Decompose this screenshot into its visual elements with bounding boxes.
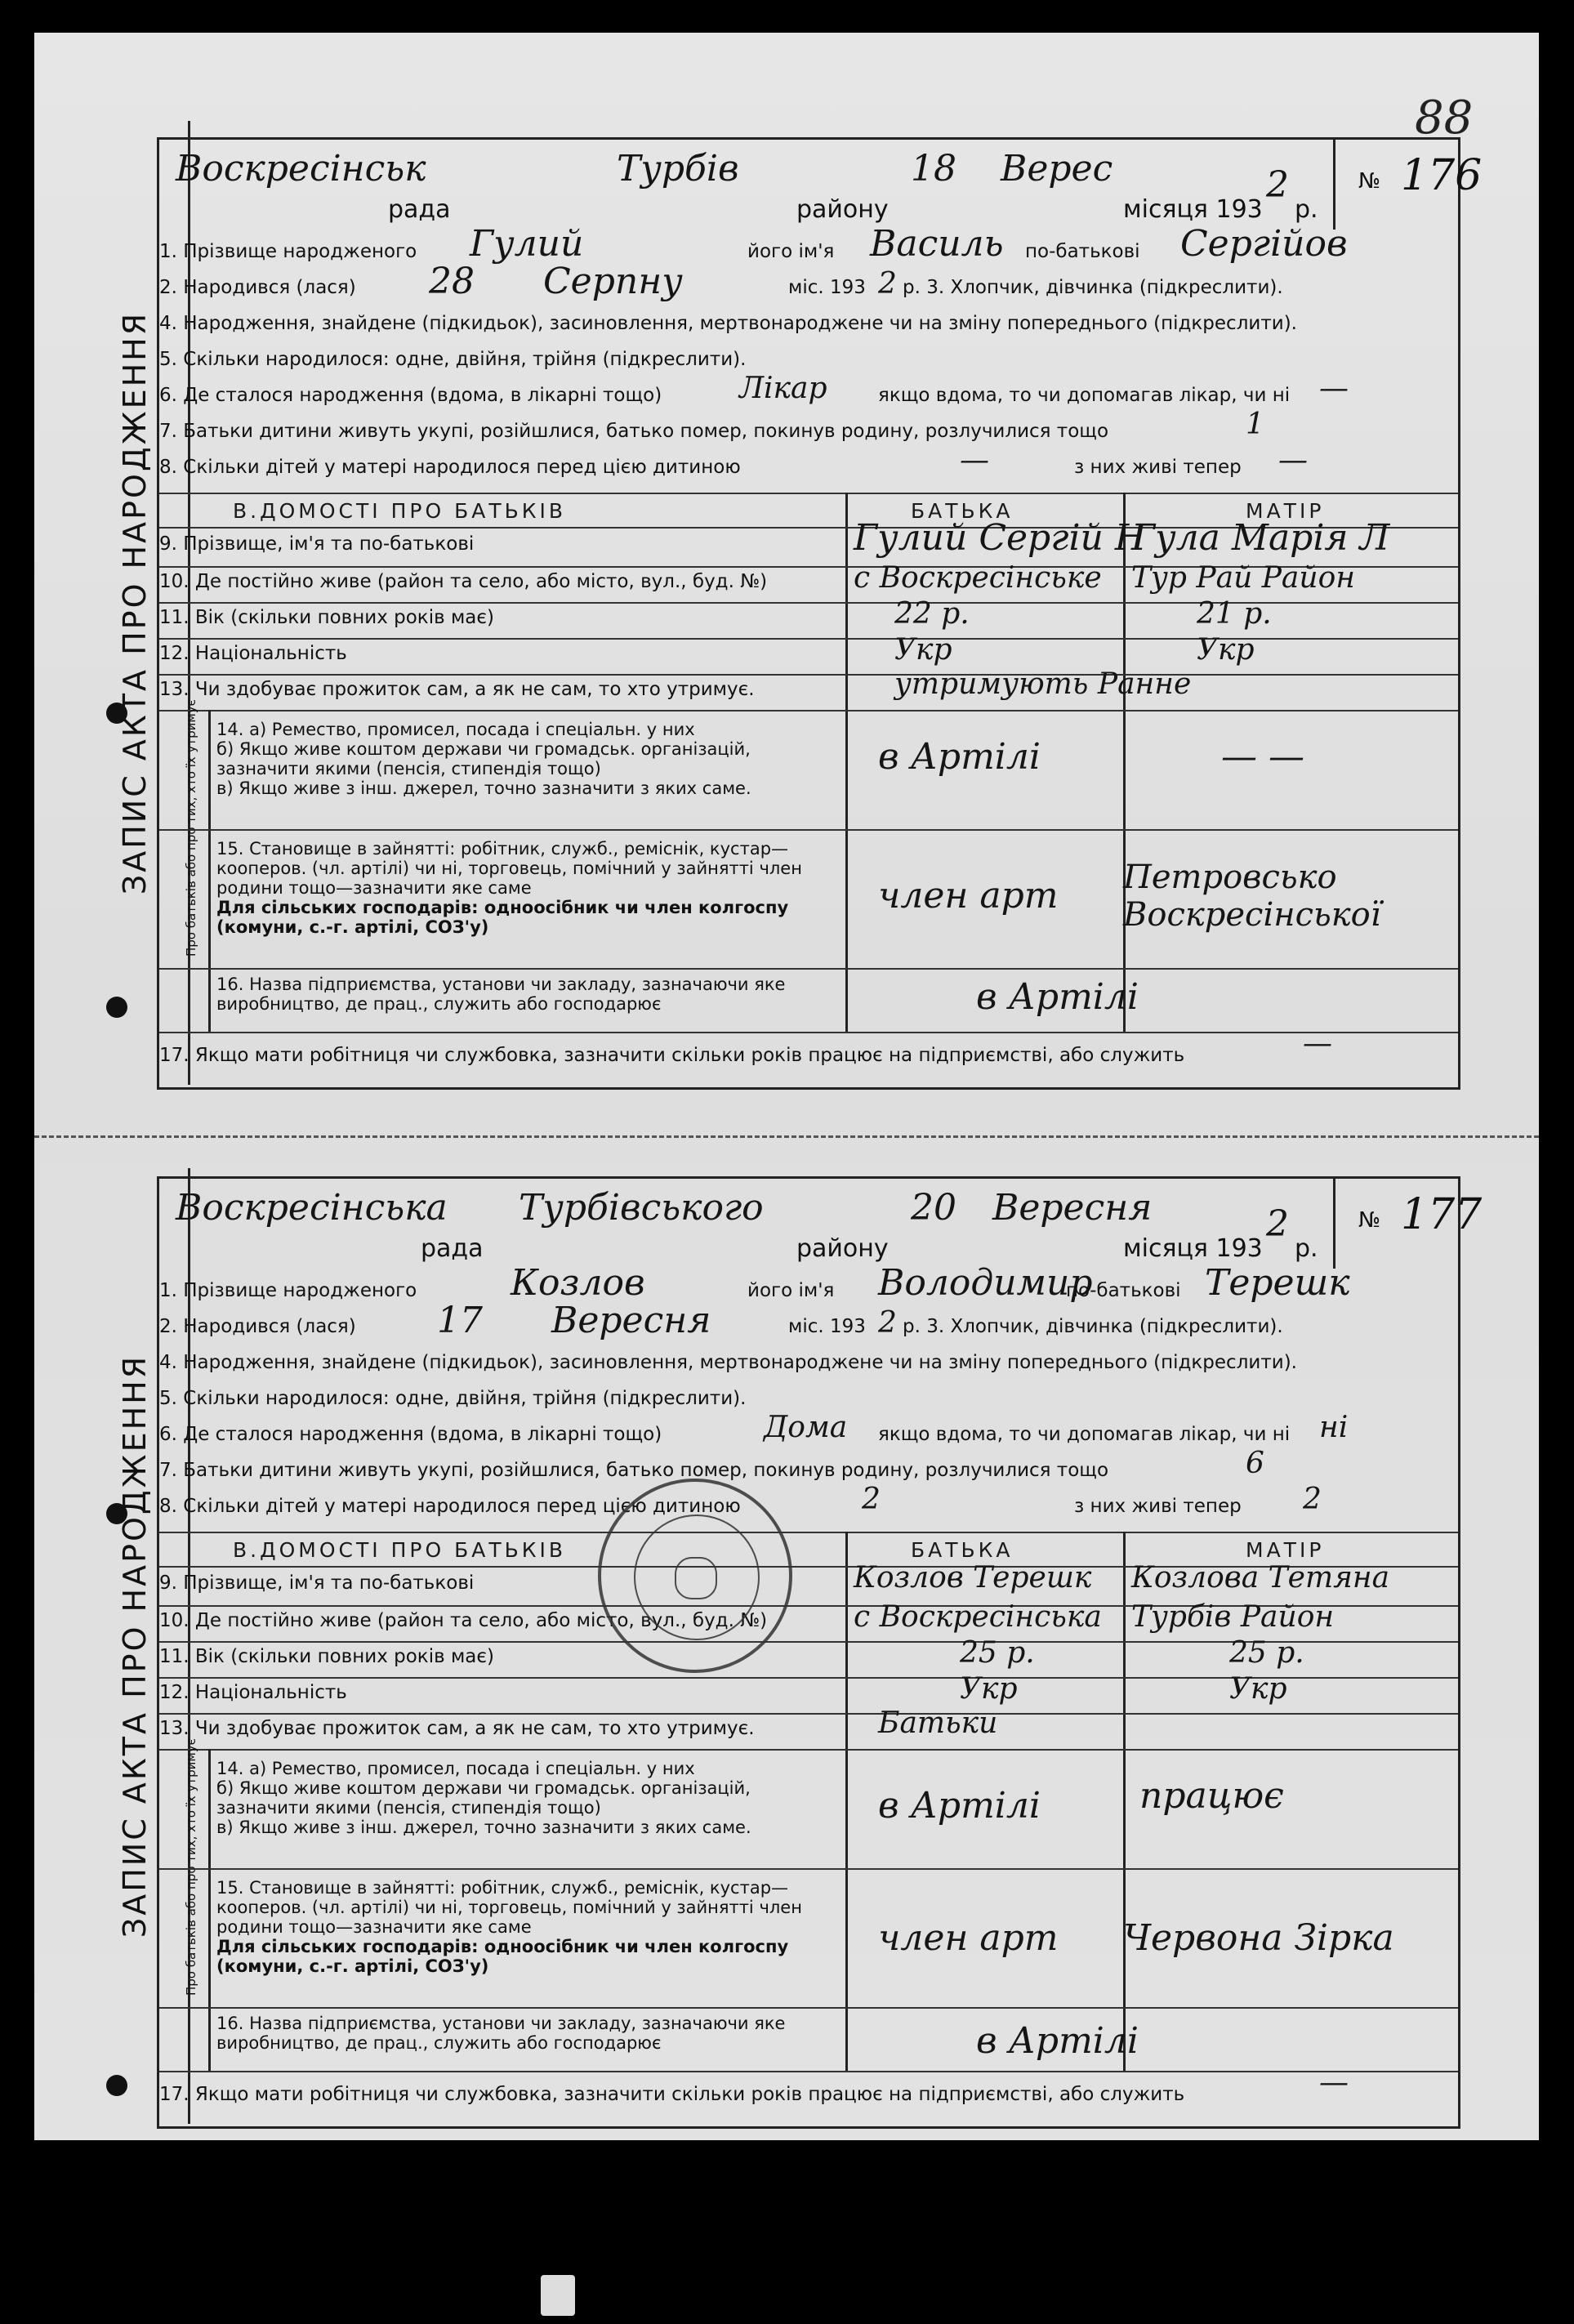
birth-month: Вересня [551, 1300, 711, 1341]
label: в) Якщо живе з інш. джерел, точно зазначити з яких саме. [216, 778, 751, 798]
father-value: с Воскресінська [854, 1600, 1102, 1634]
label: його ім'я [747, 1280, 835, 1301]
label: 5. Скільки народилося: одне, двійня, трійня (підкреслити). [159, 349, 747, 370]
label: 7. Батьки дитини живуть укупі, розійшлися, батько помер, покинув родину, розлучилися тощо [159, 1460, 1109, 1481]
label: 15. Становище в зайнятті: робітник, служб., реміснік, кустар—кооперов. (чл. артілі) чи ні, торговець, помічний у зайнятті член родини тощо—зазначити яке саме [216, 1878, 802, 1937]
record-1 [157, 137, 1483, 1090]
year-label: р. [1295, 1234, 1318, 1263]
label: 17. Якщо мати робітниця чи службовка, зазначити скільки років працює на підприємстві, або служить [159, 1045, 1185, 1066]
father-value: с Воскресінське [854, 561, 1102, 595]
record-1-side-title: ЗАПИС АКТА ПРО НАРОДЖЕННЯ [117, 310, 153, 895]
month-label: місяця 193 [1123, 1234, 1263, 1263]
label: з них живі тепер [1074, 1496, 1242, 1517]
mother-column-header: МАТІР [1246, 499, 1325, 523]
label: по-батькові [1025, 241, 1140, 262]
label: Для сільських господарів: одноосібник чи член колгоспу (комуни, с.-г. артілі, СОЗ'у) [216, 1937, 789, 1976]
children-value: — [960, 444, 989, 477]
mother-value: Укр [1197, 633, 1255, 667]
month-label: місяця 193 [1123, 195, 1263, 224]
label: 2. Народився (лася) [159, 277, 356, 298]
line-4 [159, 1352, 1458, 1373]
father-enterprise: в Артілі [976, 2020, 1139, 2062]
birth-day: 17 [437, 1300, 483, 1341]
district-label: району [796, 195, 889, 224]
reg-number: 176 [1401, 151, 1483, 200]
parents-row-12 [159, 1672, 1458, 1706]
place-value: Лікар [739, 372, 827, 405]
surname-value: Козлов [511, 1262, 645, 1304]
name-value: Володимир [878, 1262, 1093, 1304]
parents-value: 6 [1246, 1447, 1264, 1480]
label: 6. Де сталося народження (вдома, в лікарні тощо) [159, 1424, 662, 1445]
line-7 [159, 1447, 1458, 1481]
label: 16. Назва підприємства, установи чи закладу, зазначаючи яке виробництво, де прац., служить або господарює [216, 2014, 786, 2053]
father-enterprise: в Артілі [976, 976, 1139, 1018]
birth-year: 2 [878, 1306, 897, 1340]
line-1 [159, 223, 1458, 265]
registration-number-box [1333, 140, 1483, 230]
label: міс. 193 [788, 277, 866, 298]
day-value: 20 [911, 1187, 956, 1229]
line-17 [159, 1027, 1458, 1066]
surname-value: Гулий [470, 223, 584, 265]
father-column-header: БАТЬКА [911, 1538, 1014, 1562]
label: 14. а) Ремество, промисел, посада і спеціальн. у них [216, 720, 695, 739]
parents-row-11 [159, 597, 1458, 631]
label: 10. Де постійно живе (район та село, або місто, вул., буд. №) [159, 571, 768, 592]
label: з них живі тепер [1074, 457, 1242, 478]
label: 1. Прізвище народженого [159, 1280, 417, 1301]
label: 7. Батьки дитини живуть укупі, розійшлися, батько помер, покинув родину, розлучилися тощо [159, 421, 1109, 442]
month-value: Вересня [992, 1187, 1153, 1229]
record-2-side-title: ЗАПИС АКТА ПРО НАРОДЖЕННЯ [117, 1354, 153, 1938]
label: 13. Чи здобуває прожиток сам, а як не сам, то хто утримує. [159, 1718, 755, 1739]
mother-value: Гула Марія Л [1131, 517, 1390, 559]
parents-value: 1 [1246, 408, 1264, 441]
father-status: член арт [878, 875, 1059, 917]
parents-row-16 [216, 975, 1458, 1014]
mother-occupation: — — [1221, 736, 1304, 778]
line-8 [159, 444, 1458, 478]
label: 14. а) Ремество, промисел, посада і спеціальн. у них [216, 1759, 695, 1778]
mother-value: Козлова Тетяна [1131, 1561, 1390, 1595]
day-value: 18 [911, 148, 956, 190]
place-value: Дома [764, 1411, 848, 1444]
label: якщо вдома, то чи допомагав лікар, чи ні [878, 1424, 1291, 1445]
parents-side-note: Про батьків або про тих, хто їх утримує [184, 699, 198, 957]
patronymic-value: Сергійов [1180, 223, 1348, 265]
birth-month: Серпну [543, 261, 683, 302]
line-17 [159, 2066, 1458, 2105]
reg-number: 177 [1401, 1190, 1483, 1239]
label: 5. Скільки народилося: одне, двійня, трійня (підкреслити). [159, 1388, 747, 1409]
label: 16. Назва підприємства, установи чи закладу, зазначаючи яке виробництво, де прац., служить або господарює [216, 975, 786, 1014]
month-value: Верес [1001, 148, 1113, 190]
father-occupation: в Артілі [878, 1785, 1041, 1827]
district-label: району [796, 1234, 889, 1263]
label: його ім'я [747, 241, 835, 262]
registration-number-box [1333, 1179, 1483, 1269]
doctor-value: — [1319, 372, 1349, 405]
mother-column-header: МАТІР [1246, 1538, 1325, 1562]
record-2-header [159, 1179, 1483, 1269]
father-value: 22 р. [894, 597, 970, 631]
label: 13. Чи здобуває прожиток сам, а як не сам, то хто утримує. [159, 679, 755, 700]
label: р. 3. Хлопчик, дівчинка (підкреслити). [903, 277, 1283, 298]
father-value: Батьки [878, 1706, 998, 1740]
label: міс. 193 [788, 1316, 866, 1337]
paper-clip-mark [541, 2275, 575, 2316]
alive-value: — [1278, 444, 1308, 477]
parents-row-13 [159, 1706, 1458, 1740]
father-value: Козлов Терешк [854, 1561, 1092, 1595]
year-label: р. [1295, 195, 1318, 224]
line-5 [159, 349, 1458, 370]
parents-row-12 [159, 633, 1458, 667]
father-occupation: в Артілі [878, 736, 1041, 778]
line-6 [159, 1411, 1458, 1445]
label: в) Якщо живе з інш. джерел, точно зазначити з яких саме. [216, 1818, 751, 1837]
label: р. 3. Хлопчик, дівчинка (підкреслити). [903, 1316, 1283, 1337]
rada-value: Воскресінська [176, 1187, 448, 1229]
label: б) Якщо живе коштом держави чи громадськ. організацій, зазначити якими (пенсія, стипендія тощо) [216, 739, 751, 778]
father-status: член арт [878, 1917, 1059, 1959]
father-value: утримують Ранне [894, 667, 1192, 701]
mother-value: Турбів Район [1131, 1600, 1335, 1634]
label: 2. Народився (лася) [159, 1316, 356, 1337]
year-value: 2 [1266, 1203, 1289, 1245]
label: 4. Народження, знайдене (підкидьок), засиновлення, мертвонароджене чи на зміну попереднього (підкреслити). [159, 1352, 1297, 1373]
rada-value: Воскресінськ [176, 148, 426, 190]
label: 11. Вік (скільки повних років має) [159, 1646, 495, 1667]
mother-status: Червона Зірка [1123, 1917, 1394, 1959]
doctor-value: ні [1319, 1411, 1349, 1444]
line-2 [159, 1300, 1458, 1341]
label: 4. Народження, знайдене (підкидьок), засиновлення, мертвонароджене чи на зміну попереднього (підкреслити). [159, 313, 1297, 334]
reg-label: № [1358, 1208, 1381, 1233]
label: 6. Де сталося народження (вдома, в лікарні тощо) [159, 385, 662, 406]
name-value: Василь [870, 223, 1004, 265]
record-1-header [159, 140, 1483, 230]
label: 10. Де постійно живе (район та село, або місто, вул., буд. №) [159, 1610, 768, 1631]
line-1 [159, 1262, 1458, 1304]
parents-section-title: В.ДОМОСТІ ПРО БАТЬКІВ [233, 499, 567, 523]
father-column-header: БАТЬКА [911, 499, 1014, 523]
district-value: Турбів [617, 148, 739, 190]
parents-row-11 [159, 1636, 1458, 1670]
label: Для сільських господарів: одноосібник чи член колгоспу (комуни, с.-г. артілі, СОЗ'у) [216, 898, 789, 937]
page-number: 88 [1415, 91, 1474, 145]
district-value: Турбівського [519, 1187, 764, 1229]
label: 9. Прізвище, ім'я та по-батькові [159, 1572, 475, 1594]
official-stamp [598, 1479, 792, 1673]
alive-value: 2 [1303, 1483, 1322, 1516]
mother-value: Укр [1229, 1672, 1287, 1706]
cut-line [34, 1135, 1539, 1138]
mother-value: 25 р. [1229, 1636, 1304, 1670]
label: б) Якщо живе коштом держави чи громадськ. організацій, зазначити якими (пенсія, стипендія тощо) [216, 1778, 751, 1818]
parents-row-9 [159, 1561, 1458, 1595]
label: 11. Вік (скільки повних років має) [159, 607, 495, 628]
birth-year: 2 [878, 267, 897, 301]
record-2 [157, 1176, 1483, 2129]
line-6 [159, 372, 1458, 406]
parents-row-10 [159, 1600, 1458, 1634]
mother-years-value: — [1319, 2066, 1349, 2099]
label: 12. Національність [159, 1682, 347, 1703]
year-value: 2 [1266, 164, 1289, 206]
line-7 [159, 408, 1458, 442]
children-value: 2 [862, 1483, 881, 1516]
parents-section-title: В.ДОМОСТІ ПРО БАТЬКІВ [233, 1538, 567, 1562]
label: 1. Прізвище народженого [159, 241, 417, 262]
mother-value: 21 р. [1197, 597, 1272, 631]
mother-value: Тур Рай Район [1131, 561, 1355, 595]
parents-row-10 [159, 561, 1458, 595]
line-5 [159, 1388, 1458, 1409]
rada-label: рада [421, 1234, 484, 1263]
father-value: Укр [960, 1672, 1018, 1706]
mother-occupation: працює [1139, 1775, 1284, 1817]
birth-day: 28 [429, 261, 475, 302]
parents-row-13 [159, 667, 1458, 701]
parents-row-9 [159, 517, 1458, 559]
father-value: 25 р. [960, 1636, 1035, 1670]
emblem-icon [675, 1557, 717, 1599]
rada-label: рада [388, 195, 451, 224]
parents-row-16 [216, 2014, 1458, 2053]
line-4 [159, 313, 1458, 334]
reg-label: № [1358, 169, 1381, 194]
document-sheet [34, 33, 1539, 2140]
parents-side-note: Про батьків або про тих, хто їх утримує [184, 1738, 198, 1996]
father-value: Укр [894, 633, 952, 667]
line-8 [159, 1483, 1458, 1517]
label: по-батькові [1066, 1280, 1181, 1301]
mother-years-value: — [1303, 1027, 1332, 1060]
patronymic-value: Терешк [1205, 1262, 1350, 1304]
label: 8. Скільки дітей у матері народилося перед цією дитиною [159, 1496, 741, 1517]
mother-status: Петровсько Воскресінської [1123, 859, 1381, 934]
label: 8. Скільки дітей у матері народилося перед цією дитиною [159, 457, 741, 478]
label: 15. Становище в зайнятті: робітник, служб., реміснік, кустар—кооперов. (чл. артілі) чи ні, торговець, помічний у зайнятті член родини тощо—зазначити яке саме [216, 839, 802, 898]
label: 12. Національність [159, 643, 347, 664]
label: якщо вдома, то чи допомагав лікар, чи ні [878, 385, 1291, 406]
label: 17. Якщо мати робітниця чи службовка, зазначити скільки років працює на підприємстві, або служить [159, 2084, 1185, 2105]
line-2 [159, 261, 1458, 302]
label: 9. Прізвище, ім'я та по-батькові [159, 533, 475, 555]
father-value: Гулий Сергій Н [854, 517, 1147, 559]
